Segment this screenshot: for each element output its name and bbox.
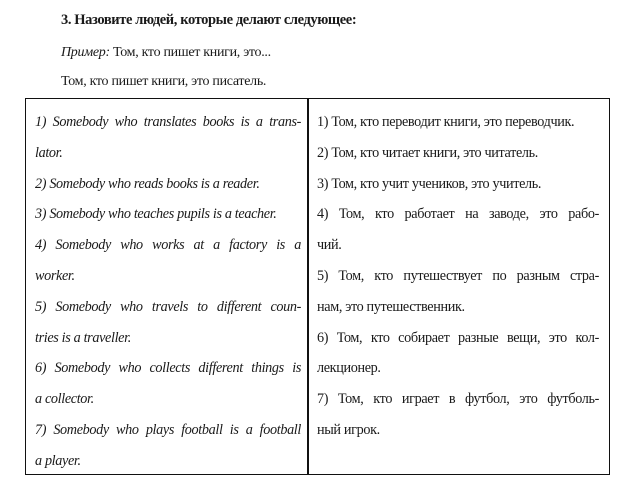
russian-line: 5) Том, кто путешествует по разным стра- <box>317 267 599 284</box>
english-line: a collector. <box>35 391 94 408</box>
english-line: a player. <box>35 452 81 469</box>
russian-column <box>317 107 599 446</box>
english-line: tries is a traveller. <box>35 329 131 346</box>
example-label: Пример: <box>61 45 110 60</box>
english-line: 4) Somebody who works at a factory is a <box>35 237 301 254</box>
russian-line: 7) Том, кто играет в футбол, это футболь- <box>317 391 599 408</box>
english-line: worker. <box>35 267 75 284</box>
english-line: 2) Somebody who reads books is a reader. <box>35 175 260 192</box>
example-text: Том, кто пишет книги, это... <box>109 45 271 60</box>
english-line: lator. <box>35 144 63 161</box>
russian-line: нам, это путешественник. <box>317 298 465 315</box>
english-column <box>35 107 301 477</box>
russian-line: 2) Том, кто читает книги, это читатель. <box>317 144 538 161</box>
answer-table <box>25 98 610 475</box>
example-line <box>61 45 271 61</box>
english-line: 1) Somebody who translates books is a trans- <box>35 114 301 130</box>
exercise-heading: 3. Назовите людей, которые делают следующее: <box>61 12 357 28</box>
english-line: 5) Somebody who travels to different coun- <box>35 298 301 315</box>
russian-line: ный игрок. <box>317 421 380 438</box>
russian-line: 6) Том, кто собирает разные вещи, это кол- <box>317 329 599 346</box>
russian-line: 3) Том, кто учит учеников, это учитель. <box>317 175 542 192</box>
english-line: 6) Somebody who collects different things is <box>35 360 301 377</box>
column-divider <box>307 99 309 474</box>
example-answer: Том, кто пишет книги, это писатель. <box>61 74 267 89</box>
russian-line: лекционер. <box>317 360 381 377</box>
russian-line: чий. <box>317 237 342 254</box>
english-line: 7) Somebody who plays football is a football <box>35 421 301 438</box>
russian-line: 1) Том, кто переводит книги, это переводчик. <box>317 114 575 130</box>
english-line: 3) Somebody who teaches pupils is a teacher. <box>35 206 277 223</box>
russian-line: 4) Том, кто работает на заводе, это рабо- <box>317 206 599 223</box>
